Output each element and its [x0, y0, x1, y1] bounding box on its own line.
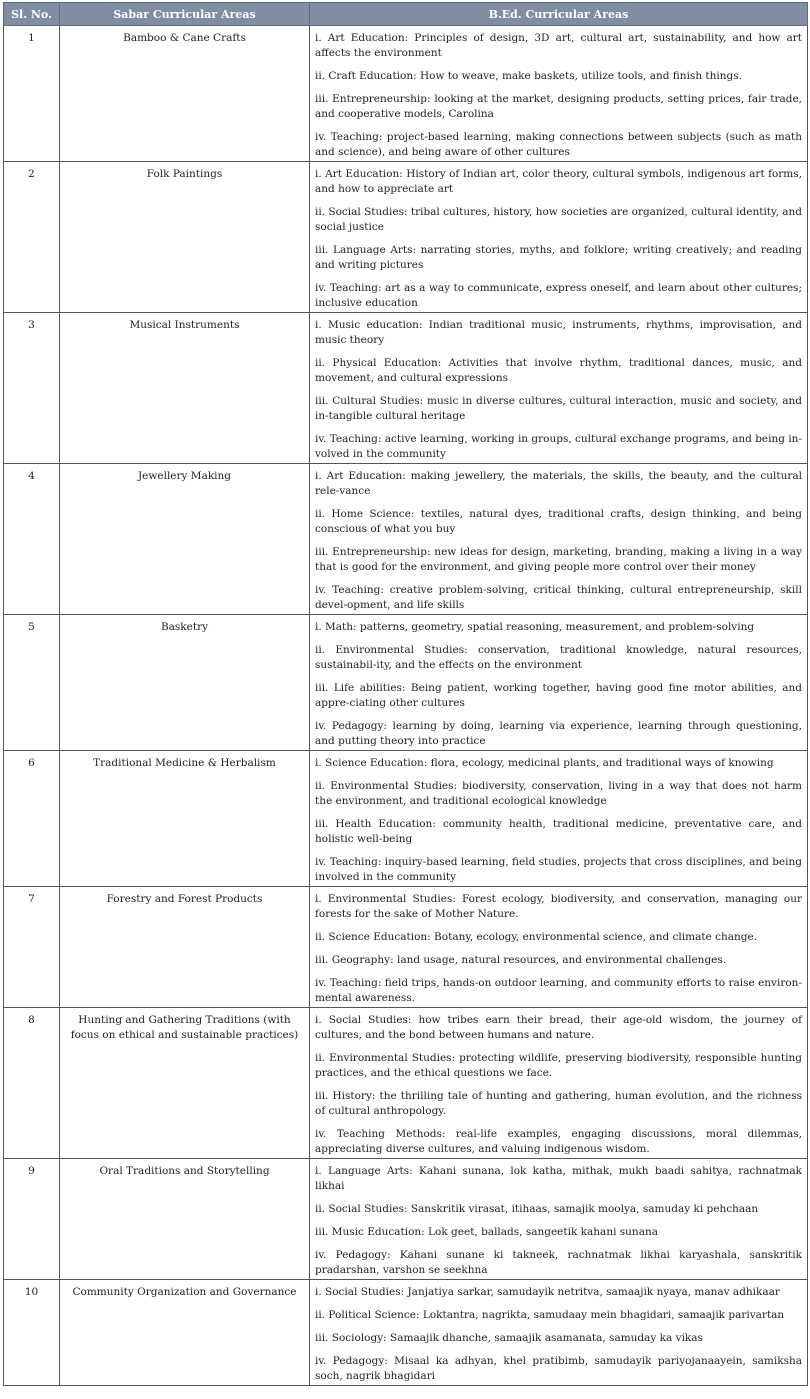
curricular-item: ii. Environmental Studies: conservation, traditional knowledge, natural resources, sustainabil-ity, and the effects on the environment: [315, 644, 802, 671]
bed-areas-cell: [310, 464, 808, 615]
bed-areas-cell: [310, 313, 808, 464]
table-header: [4, 3, 808, 26]
table-row: [4, 751, 808, 887]
row-number: 4: [4, 464, 60, 615]
row-number: 7: [4, 887, 60, 1008]
sabar-area-cell: Folk Paintings: [60, 162, 310, 313]
bed-areas-cell: [310, 615, 808, 751]
header-row: [4, 3, 808, 26]
curricular-item: ii. Social Studies: Sanskritik virasat, itihaas, samajik moolya, samuday ki pehchaan: [315, 1203, 759, 1215]
curricular-item: i. Art Education: History of Indian art, color theory, cultural symbols, indigenous art forms, and how to appreciate art: [315, 168, 802, 195]
curricular-item: i. Music education: Indian traditional music, instruments, rhythms, improvisation, and music theory: [315, 319, 802, 346]
curricular-item: iv. Pedagogy: learning by doing, learning via experience, learning through questioning, and putting theory into practice: [315, 720, 802, 747]
curricular-item: i. Language Arts: Kahani sunana, lok katha, mithak, mukh baadi sahitya, rachnatmak likhai: [315, 1165, 802, 1192]
sabar-area-cell: Traditional Medicine & Herbalism: [60, 751, 310, 887]
table-row: [4, 464, 808, 615]
bed-areas-cell: [310, 1008, 808, 1159]
table-row: [4, 26, 808, 162]
curricular-item: iii. Language Arts: narrating stories, myths, and folklore; writing creatively; and reading and writing pictures: [315, 244, 802, 271]
curricular-item: iii. Entrepreneurship: new ideas for design, marketing, branding, making a living in a way that is good for the environment, and giving people more control over their money: [315, 546, 802, 573]
sabar-area-cell: Musical Instruments: [60, 313, 310, 464]
curricular-item: iv. Teaching Methods: real-life examples, engaging discussions, moral dilemmas, appreciating diverse cultures, and valuing indigenous wisdom.: [315, 1128, 802, 1155]
table-row: [4, 162, 808, 313]
curricular-item: ii. Craft Education: How to weave, make baskets, utilize tools, and finish things.: [315, 70, 742, 82]
table-row: [4, 887, 808, 1008]
curricular-item: iv. Teaching: art as a way to communicate, express oneself, and learn about other cultures; inclusive education: [315, 282, 802, 309]
curricular-item: ii. Science Education: Botany, ecology, environmental science, and climate change.: [315, 931, 758, 943]
row-number: 5: [4, 615, 60, 751]
row-number: 2: [4, 162, 60, 313]
curricular-item: iii. Geography: land usage, natural resources, and environmental challenges.: [315, 954, 727, 966]
sabar-area-cell: Jewellery Making: [60, 464, 310, 615]
curricular-item: ii. Home Science: textiles, natural dyes, traditional crafts, design thinking, and being conscious of what you buy: [315, 508, 802, 535]
curricular-item: iii. History: the thrilling tale of hunting and gathering, human evolution, and the richness of cultural anthropology.: [315, 1090, 802, 1117]
curricular-item: ii. Social Studies: tribal cultures, history, how societies are organized, cultural identity, and social justice: [315, 206, 802, 233]
curricular-item: i. Social Studies: how tribes earn their bread, their age-old wisdom, the journey of cultures, and the bond between humans and nature.: [315, 1014, 802, 1041]
curricular-areas-table: [3, 2, 808, 1386]
table-row: [4, 313, 808, 464]
row-number: 6: [4, 751, 60, 887]
curricular-item: iv. Pedagogy: Misaal ka adhyan, khel pratibimb, samudayik pariyojanaayein, samiksha soch, nagrik bhagidari: [315, 1355, 802, 1382]
table-body: [4, 26, 808, 1386]
curricular-item: ii. Political Science: Loktantra, nagrikta, samudaay mein bhagidari, samaajik parivartan: [315, 1309, 785, 1321]
curricular-item: iii. Entrepreneurship: looking at the market, designing products, setting prices, fair trade, and cooperative models, Carolina: [315, 93, 802, 120]
curricular-item: iii. Life abilities: Being patient, working together, having good fine motor abilities, and appre-ciating other cultures: [315, 682, 802, 709]
sabar-area-cell: Forestry and Forest Products: [60, 887, 310, 1008]
curricular-item: iv. Teaching: creative problem-solving, critical thinking, cultural entrepreneurship, skill devel-opment, and life skills: [315, 584, 802, 611]
table-row: [4, 1008, 808, 1159]
sabar-area-cell: Oral Traditions and Storytelling: [60, 1159, 310, 1280]
curricular-item: iv. Teaching: inquiry-based learning, field studies, projects that cross disciplines, and being involved in the community: [315, 856, 802, 883]
curricular-item: iv. Teaching: project-based learning, making connections between subjects (such as math and science), and being aware of other cultures: [315, 131, 802, 158]
bed-areas-cell: [310, 1280, 808, 1386]
curricular-item: i. Environmental Studies: Forest ecology, biodiversity, and conservation, managing our forests for the sake of Mother Nature.: [315, 893, 802, 920]
curricular-item: i. Science Education: flora, ecology, medicinal plants, and traditional ways of knowing: [315, 757, 774, 769]
sabar-area-cell: Basketry: [60, 615, 310, 751]
table-row: [4, 1280, 808, 1386]
curricular-item: ii. Environmental Studies: protecting wildlife, preserving biodiversity, responsible hunting practices, and the ethical questions we face.: [315, 1052, 802, 1079]
row-number: 3: [4, 313, 60, 464]
sabar-area-cell: Hunting and Gathering Traditions (with focus on ethical and sustainable practices): [60, 1008, 310, 1159]
bed-areas-cell: [310, 1159, 808, 1280]
header-sabar-areas: Sabar Curricular Areas: [60, 3, 310, 26]
table-row: [4, 1159, 808, 1280]
curricular-item: iii. Cultural Studies: music in diverse cultures, cultural interaction, music and society, and in-tangible cultural heritage: [315, 395, 802, 422]
header-sl-no: Sl. No.: [4, 3, 60, 26]
row-number: 9: [4, 1159, 60, 1280]
curricular-item: iv. Pedagogy: Kahani sunane ki takneek, rachnatmak likhai karyashala, sanskritik pradarshan, varshon se seekhna: [315, 1249, 802, 1276]
curricular-item: iv. Teaching: active learning, working in groups, cultural exchange programs, and being in-volved in the community: [315, 433, 802, 460]
sabar-area-cell: Community Organization and Governance: [60, 1280, 310, 1386]
bed-areas-cell: [310, 751, 808, 887]
row-number: 8: [4, 1008, 60, 1159]
curricular-item: i. Social Studies: Janjatiya sarkar, samudayik netritva, samaajik nyaya, manav adhikaar: [315, 1286, 780, 1298]
curricular-item: ii. Environmental Studies: biodiversity, conservation, living in a way that does not harm the environment, and traditional ecological knowledge: [315, 780, 802, 807]
curricular-item: ii. Physical Education: Activities that involve rhythm, traditional dances, music, and movement, and cultural expressions: [315, 357, 802, 384]
table-row: [4, 615, 808, 751]
curricular-item: i. Art Education: Principles of design, 3D art, cultural art, sustainability, and how art affects the environment: [315, 32, 802, 59]
curricular-item: i. Art Education: making jewellery, the materials, the skills, the beauty, and the cultural rele-vance: [315, 470, 802, 497]
curricular-item: iii. Health Education: community health, traditional medicine, preventative care, and holistic well-being: [315, 818, 802, 845]
bed-areas-cell: [310, 887, 808, 1008]
header-bed-areas: B.Ed. Curricular Areas: [310, 3, 808, 26]
curricular-item: iii. Sociology: Samaajik dhanche, samaajik asamanata, samuday ka vikas: [315, 1332, 703, 1344]
curricular-item: iii. Music Education: Lok geet, ballads, sangeetik kahani sunana: [315, 1226, 658, 1238]
bed-areas-cell: [310, 26, 808, 162]
row-number: 1: [4, 26, 60, 162]
curricular-item: iv. Teaching: field trips, hands-on outdoor learning, and community efforts to raise environ-mental awareness.: [315, 977, 802, 1004]
bed-areas-cell: [310, 162, 808, 313]
row-number: 10: [4, 1280, 60, 1386]
curricular-item: i. Math: patterns, geometry, spatial reasoning, measurement, and problem-solving: [315, 621, 755, 633]
sabar-area-cell: Bamboo & Cane Crafts: [60, 26, 310, 162]
